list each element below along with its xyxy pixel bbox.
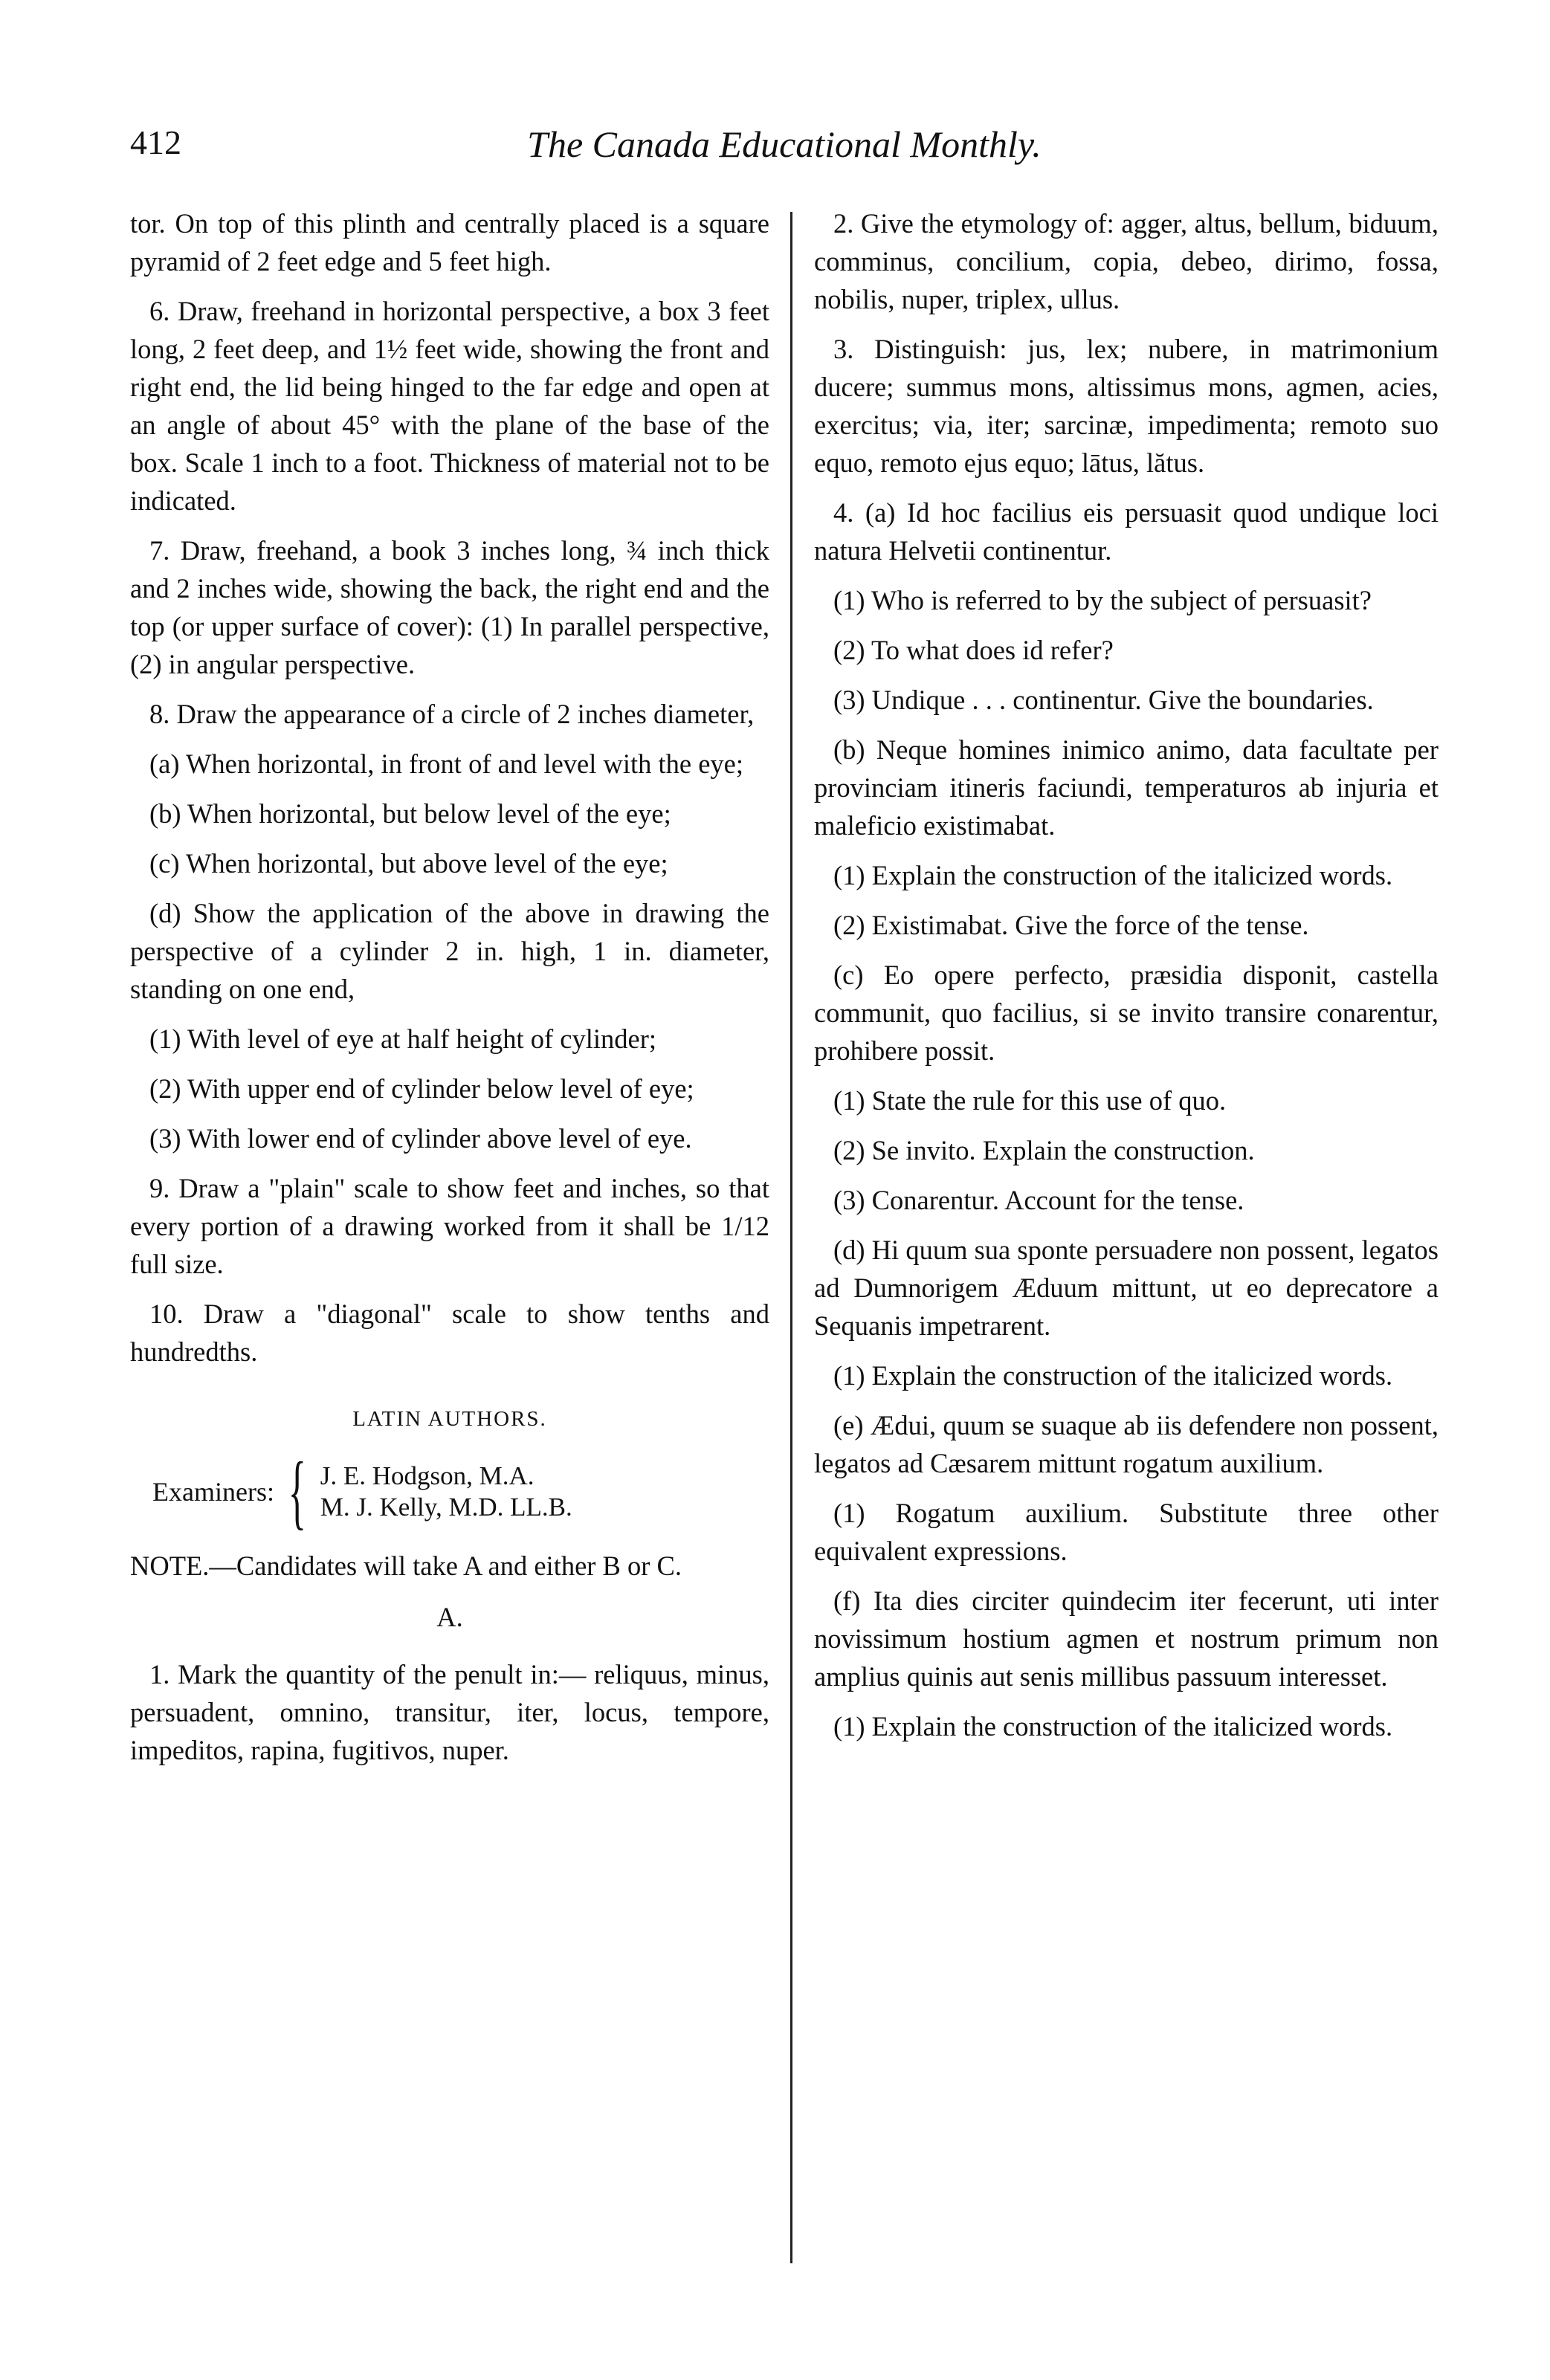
paragraph-plinth: tor. On top of this plinth and centrally placed is a square pyramid of 2 feet edge and 5 feet high. <box>130 208 769 277</box>
question-4b-2: (2) Existimabat. Give the force of the tense. <box>833 910 1309 940</box>
question-4c-1: (1) State the rule for this use of quo. <box>833 1085 1227 1116</box>
question-4a-2: (2) To what does id refer? <box>833 635 1114 665</box>
left-column <box>130 204 769 1781</box>
question-4f: (f) Ita dies circiter quindecim iter fecerunt, uti inter novissimum hostium agmen et nostrum primum non amplius quinis aut senis millibus passuum interesset. <box>814 1585 1438 1692</box>
question-4c-3: (3) Conarentur. Account for the tense. <box>833 1185 1244 1215</box>
question-4f-1: (1) Explain the construction of the italicized words. <box>833 1711 1393 1742</box>
question-4c-2: (2) Se invito. Explain the construction. <box>833 1135 1255 1165</box>
examiners-names <box>320 1461 572 1523</box>
question-2: 2. Give the etymology of: agger, altus, bellum, biduum, comminus, concilium, copia, debeo, dirimo, fossa, nobilis, nuper, triplex, ullus. <box>814 208 1438 314</box>
question-7: 7. Draw, freehand, a book 3 inches long, ¾ inch thick and 2 inches wide, showing the back, the right end and the top (or upper surface of cover): (1) In parallel perspective, (2) in angular perspective. <box>130 535 769 679</box>
right-column <box>814 204 1438 1757</box>
brace-glyph: { <box>288 1446 306 1538</box>
question-9: 9. Draw a "plain" scale to show feet and inches, so that every portion of a drawing worked from it shall be 1/12 full size. <box>130 1173 769 1279</box>
question-6: 6. Draw, freehand in horizontal perspective, a box 3 feet long, 2 feet deep, and 1½ feet wide, showing the front and right end, the lid being hinged to the far edge and open at an angle of about 45° with the plane of the base of the box. Scale 1 inch to a foot. Thickness of material not to be indicated. <box>130 296 769 516</box>
column-divider <box>790 212 792 2263</box>
question-8c: (c) When horizontal, but above level of the eye; <box>149 848 668 879</box>
question-8d-1: (1) With level of eye at half height of cylinder; <box>149 1024 656 1054</box>
section-a-heading: A. <box>436 1602 463 1632</box>
journal-title: The Canada Educational Monthly. <box>527 123 1042 165</box>
question-4a: 4. (a) Id hoc facilius eis persuasit quod undique loci natura Helvetii continentur. <box>814 497 1438 566</box>
question-4a-3: (3) Undique . . . continentur. Give the boundaries. <box>833 685 1374 715</box>
examiner-name: M. J. Kelly, M.D. LL.B. <box>320 1493 572 1522</box>
question-4a-1: (1) Who is referred to by the subject of persuasit? <box>833 585 1372 615</box>
question-3: 3. Distinguish: jus, lex; nubere, in matrimonium ducere; summus mons, altissimus mons, agmen, acies, exercitus; via, iter; sarcinæ, impedimenta; remoto suo equo, remoto ejus equo; lātus, lătus. <box>814 334 1438 478</box>
question-4c: (c) Eo opere perfecto, præsidia disponit, castella communit, quo facilius, si se invito transire conarentur, prohibere possit. <box>814 960 1438 1066</box>
question-8d-3: (3) With lower end of cylinder above level of eye. <box>149 1123 692 1154</box>
question-4b: (b) Neque homines inimico animo, data facultate per provinciam itineris faciundi, temperaturos ab injuria et maleficio existimabat. <box>814 734 1438 841</box>
question-1: 1. Mark the quantity of the penult in:— reliquus, minus, persuadent, omnino, transitur, iter, locus, tempore, impeditos, rapina, fugitivos, nuper. <box>130 1659 769 1765</box>
question-8b: (b) When horizontal, but below level of the eye; <box>149 798 671 829</box>
page-header <box>130 123 1438 182</box>
question-4d-1: (1) Explain the construction of the italicized words. <box>833 1360 1393 1391</box>
question-4e-1: (1) Rogatum auxilium. Substitute three other equivalent expressions. <box>814 1498 1438 1566</box>
examiners-label: Examiners: <box>152 1476 274 1507</box>
question-8: 8. Draw the appearance of a circle of 2 inches diameter, <box>149 699 755 729</box>
page-number: 412 <box>130 123 181 161</box>
question-4b-1: (1) Explain the construction of the italicized words. <box>833 860 1393 890</box>
question-10: 10. Draw a "diagonal" scale to show tenths and hundredths. <box>130 1299 769 1367</box>
question-8d: (d) Show the application of the above in drawing the perspective of a cylinder 2 in. high, 1 in. diameter, standing on one end, <box>130 898 769 1004</box>
examiners-block <box>152 1446 769 1538</box>
examiner-name: J. E. Hodgson, M.A. <box>320 1461 535 1490</box>
note: NOTE.—Candidates will take A and either B or C. <box>130 1550 682 1581</box>
question-8a: (a) When horizontal, in front of and level with the eye; <box>149 748 744 779</box>
question-8d-2: (2) With upper end of cylinder below level of eye; <box>149 1073 694 1104</box>
section-title: LATIN AUTHORS. <box>352 1407 547 1431</box>
question-4e: (e) Ædui, quum se suaque ab iis defendere non possent, legatos ad Cæsarem mittunt rogatum auxilium. <box>814 1410 1438 1478</box>
question-4d: (d) Hi quum sua sponte persuadere non possent, legatos ad Dumnorigem Æduum mittunt, ut eo deprecatore a Sequanis impetrarent. <box>814 1235 1438 1341</box>
